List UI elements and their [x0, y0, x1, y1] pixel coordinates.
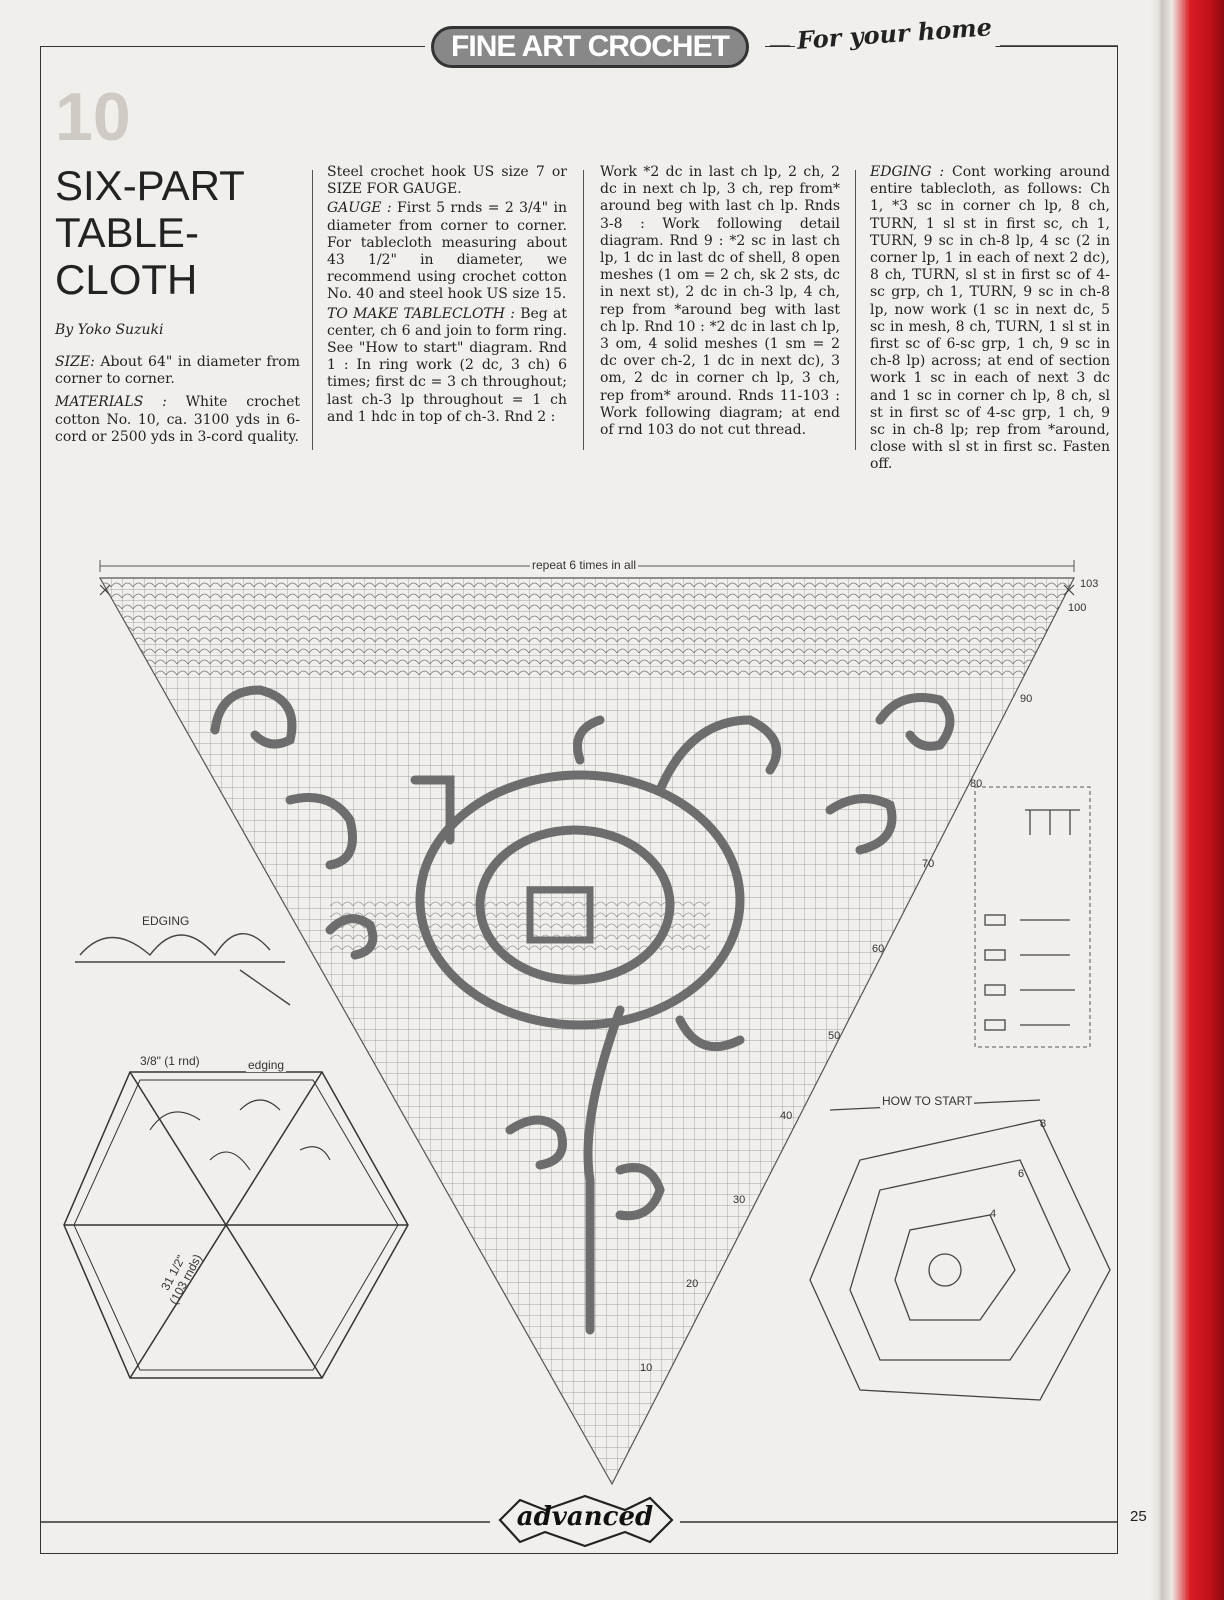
size-label: SIZE:: [55, 354, 95, 370]
repeat-label: repeat 6 times in all: [532, 558, 637, 572]
round-number: 40: [780, 1110, 793, 1122]
dim-edging-label: edging: [248, 1058, 285, 1072]
page-title: SIX-PART TABLE- CLOTH: [55, 162, 245, 303]
how-to-start-diagram: [810, 1100, 1110, 1400]
materials-text: White crochet cotton No. 10, ca. 3100 yds in 6-cord or 2500 yds in 3-cord quality.: [55, 394, 300, 445]
make-label: TO MAKE TABLECLOTH :: [327, 305, 515, 322]
difficulty-label: advanced: [516, 1502, 654, 1532]
gauge-label: GAUGE :: [327, 200, 392, 217]
make-text: Beg at center, ch 6 and join to form ring. See "How to start" diagram. Rnd 1 : In ring work (2 dc, 3 ch) 6 times; first dc = 3 ch throughout; last ch-3 lp throughout = 1 ch and 1 hdc in top of ch-3. Rnd 2 :: [327, 305, 568, 425]
pattern-number: 10: [55, 79, 131, 155]
gauge-text: First 5 rnds = 2 3/4" in diameter from corner to corner. For tablecloth measuring about 43 1/2" in diameter, we recommend using crochet cotton No. 40 and steel hook US size 15.: [327, 200, 567, 303]
edging-label: EDGING :: [870, 164, 945, 180]
rounds-text: Work *2 dc in last ch lp, 2 ch, 2 dc in next ch lp, 3 ch, rep from* around beg with last ch lp. Rnds 3-8 : Work following detail diagram. Rnd 9 : *2 sc in last ch lp, 1 dc in last dc of shell, 8 open meshes (1 om = 2 ch, sk 2 sts, dc in next st), 2 dc in ch-3 lp, 4 ch, rep from *around beg with last ch lp. Rnd 10 : *2 dc in last ch lp, 3 om, 4 solid meshes (1 sm = 2 dc over ch-2, 1 dc in next dc), 3 om, 2 dc in corner ch lp, 3 ch, rep from* around. Rnds 11-103 : Work following diagram; at end of rnd 103 do not cut thread.: [600, 164, 840, 439]
series-title: FINE ART CROCHET: [431, 26, 749, 68]
round-number: 100: [1068, 602, 1087, 614]
edging-diagram-label: EDGING: [142, 914, 190, 928]
author: By Yoko Suzuki: [55, 322, 164, 338]
dim-round-label: 3/8" (1 rnd): [140, 1054, 200, 1068]
round-number: 20: [686, 1278, 699, 1290]
page-number: 25: [1130, 1508, 1147, 1525]
edging-text: Cont working around entire tablecloth, as follows: Ch 1, *3 sc in corner ch lp, 8 ch, TURN, 1 sl st in first sc, ch 1, TURN, 9 sc in ch-8 lp, 4 sc (2 in corner lp, 1 in each of next 2 dc), 8 ch, TURN, sl st in first sc of 4-sc grp, ch 1, TURN, 9 sc in ch-8 lp, now work (1 sc in next dc, 5 sc in mesh, 8 ch, TURN, 1 sl st in first sc of 6-sc grp, 1 ch, 9 sc in ch-8 lp) across; at end of section work 1 sc in each of next 3 dc and 1 sc in corner ch lp, 8 ch, sl st in first sc of 4-sc grp, 1 ch, 9 sc in ch-8 lp; rep from *around, close with sl st in first sc. Fasten off.: [870, 164, 1110, 473]
start-round-number: 6: [1018, 1168, 1025, 1180]
round-number: 90: [1020, 693, 1033, 705]
symbol-key: [975, 787, 1090, 1047]
round-number: 80: [970, 778, 983, 790]
edging-sample: [75, 934, 290, 1005]
round-number: 60: [872, 943, 885, 955]
hook-text: Steel crochet hook US size 7 or SIZE FOR GAUGE.: [327, 164, 567, 198]
round-number: 50: [828, 1030, 841, 1042]
size-text: About 64" in diameter from corner to corner.: [55, 354, 300, 388]
round-number: 103: [1080, 578, 1099, 590]
filet-chart: [100, 578, 1080, 1488]
round-number: 30: [733, 1194, 746, 1206]
dim-diameter-label: 31 1/2" (103 rnds): [158, 1251, 205, 1307]
round-number: 10: [640, 1362, 653, 1374]
tagline: For your home: [794, 12, 996, 66]
start-round-number: 8: [1040, 1118, 1047, 1130]
hexagon-diagram: [64, 1072, 408, 1378]
difficulty-badge: [490, 1488, 680, 1552]
start-round-number: 4: [990, 1208, 997, 1220]
materials-label: MATERIALS :: [55, 394, 167, 411]
how-to-start-label: HOW TO START: [882, 1094, 973, 1108]
round-number: 70: [922, 858, 935, 870]
